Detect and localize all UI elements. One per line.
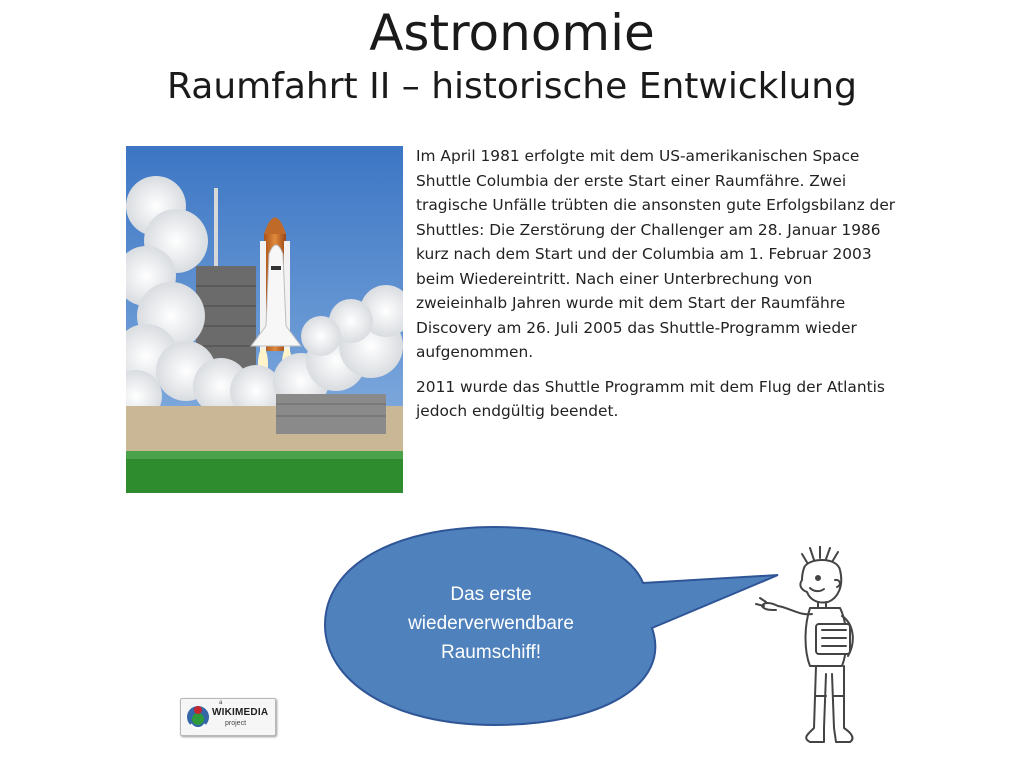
- wikimedia-logo: [180, 698, 276, 736]
- bubble-line-3: Raumschiff!: [441, 642, 541, 663]
- wikimedia-name: WIKIMEDIA: [212, 707, 269, 718]
- cartoon-character-icon: [752, 546, 872, 752]
- wikimedia-prefix: a: [219, 700, 223, 706]
- slide-title: Astronomie: [369, 4, 655, 62]
- wikimedia-globe-icon: [185, 704, 211, 730]
- wikimedia-suffix: project: [225, 720, 247, 727]
- shuttle-launch-photo: [126, 146, 403, 493]
- bubble-line-2: wiederverwendbare: [408, 613, 574, 634]
- slide-subtitle: Raumfahrt II – historische Entwicklung: [167, 66, 857, 107]
- body-paragraph-2: 2011 wurde das Shuttle Programm mit dem Flug der Atlantis jedoch endgültig beendet.: [416, 377, 885, 420]
- bubble-line-1: Das erste: [450, 584, 532, 605]
- speech-bubble-text: [330, 580, 652, 667]
- body-text: [416, 144, 896, 434]
- body-paragraph-1: Im April 1981 erfolgte mit dem US-amerikanischen Space Shuttle Columbia der erste Start einer Raumfähre. Zwei tragische Unfälle trübten die ansonsten gute Erfolgsbilanz der Shuttles: Die Zerstörung der Challenger am 28. Januar 1986 kurz nach dem Start und der Columbia am 1. Februar 2003 beim Wiedereintritt. Nach einer Unterbrechung von zweieinhalb Jahren wurde mit dem Start der Raumfähre Discovery am 26. Juli 2005 das Shuttle-Programm wieder aufgenommen.: [416, 147, 896, 361]
